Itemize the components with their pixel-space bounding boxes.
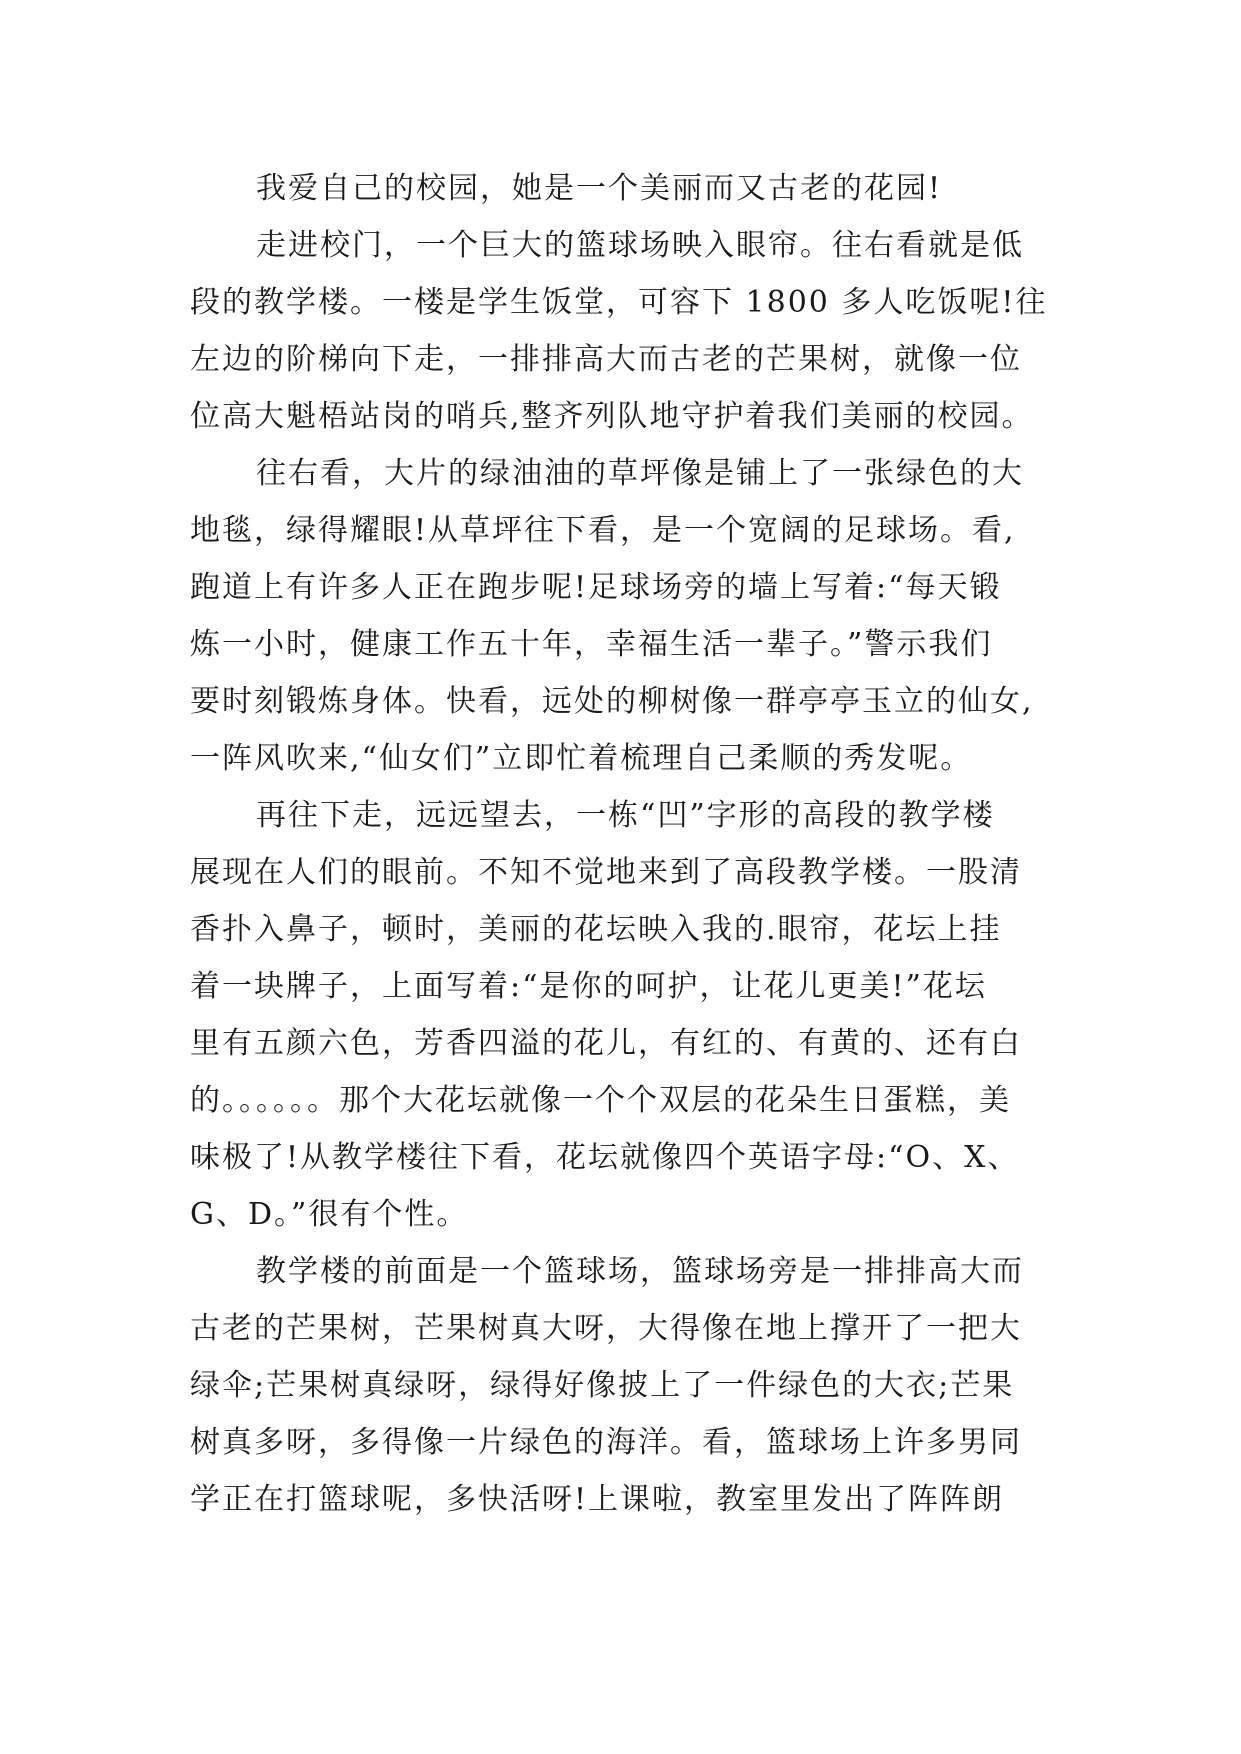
text-line: 着一块牌子，上面写着:“是你的呵护，让花儿更美!”花坛 — [190, 969, 987, 1004]
text-line: 古老的芒果树，芒果树真大呀，大得像在地上撑开了一把大 — [190, 1311, 1022, 1346]
text-line: 左边的阶梯向下走，一排排高大而古老的芒果树，就像一位 — [190, 342, 1022, 377]
text-line: 炼一小时，健康工作五十年，幸福生活一辈子。”警示我们 — [190, 627, 993, 662]
text-line: 往右看，大片的绿油油的草坪像是铺上了一张绿色的大 — [256, 456, 1024, 491]
text-line: 的。。。。。。那个大花坛就像一个个双层的花朵生日蛋糕，美 — [190, 1083, 1011, 1118]
text-line: 里有五颜六色，芳香四溢的花儿，有红的、有黄的、还有白 — [190, 1026, 1022, 1061]
text-line: 我爱自己的校园，她是一个美丽而又古老的花园! — [256, 171, 943, 206]
text-line: 展现在人们的眼前。不知不觉地来到了高段教学楼。一股清 — [190, 855, 1022, 890]
text-line: 跑道上有许多人正在跑步呢!足球场旁的墙上写着:“每天锻 — [190, 570, 1002, 605]
text-line: 教学楼的前面是一个篮球场，篮球场旁是一排排高大而 — [256, 1254, 1024, 1289]
text-line: 学正在打篮球呢，多快活呀!上课啦，教室里发出了阵阵朗 — [190, 1482, 1005, 1517]
text-line: 走进校门，一个巨大的篮球场映入眼帘。往右看就是低 — [256, 228, 1024, 263]
text-line: 段的教学楼。一楼是学生饭堂，可容下 1800 多人吃饭呢!往 — [190, 285, 1048, 320]
text-line: 树真多呀，多得像一片绿色的海洋。看，篮球场上许多男同 — [190, 1425, 1022, 1460]
text-line: 位高大魁梧站岗的哨兵,整齐列队地守护着我们美丽的校园。 — [190, 399, 1034, 434]
text-line: 一阵风吹来,“仙女们”立即忙着梳理自己柔顺的秀发呢。 — [190, 741, 973, 776]
text-line: 要时刻锻炼身体。快看，远处的柳树像一群亭亭玉立的仙女, — [190, 684, 1034, 719]
essay-body — [190, 160, 1070, 1528]
text-line: 再往下走，远远望去，一栋“凹”字形的高段的教学楼 — [256, 798, 995, 833]
text-line: 地毯，绿得耀眼!从草坪往下看，是一个宽阔的足球场。看, — [190, 513, 1016, 548]
text-line: 香扑入鼻子，顿时，美丽的花坛映入我的.眼帘，花坛上挂 — [190, 912, 1002, 947]
text-line: 绿伞;芒果树真绿呀，绿得好像披上了一件绿色的大衣;芒果 — [190, 1368, 1015, 1403]
text-line: 味极了!从教学楼往下看，花坛就像四个英语字母:“O、X、 — [190, 1140, 1020, 1175]
text-line: G、D。”很有个性。 — [190, 1197, 469, 1232]
